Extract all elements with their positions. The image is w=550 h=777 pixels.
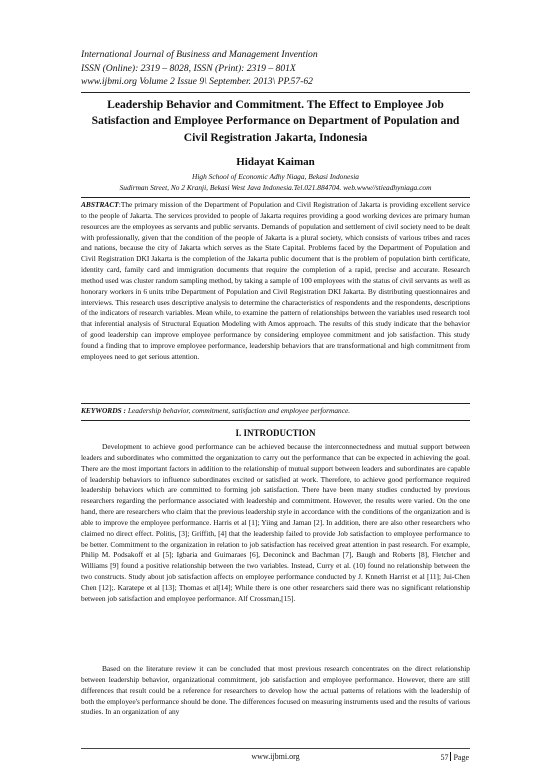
intro-paragraph-2: Based on the literature review it can be concluded that most previous research concentrates on the direct relationship between leadership behavior, organizational commitment, job satisfaction and employee performance. However, there are still differences that result could be a reference for researchers to develop how the actual patterns of relations with the leadership of both the employee's performance should be done. The differences focused on measuring instruments used and the results of various studies. In an organization of any	[81, 664, 470, 717]
keywords-text: Leadership behavior, commitment, satisfaction and employee performance.	[125, 406, 351, 415]
abstract-text: :The primary mission of the Department of Population and Civil Registration of Jakarta is providing excellent service to the people of Jakarta. The services provided to people of Jakarta requires providing a good working devices are primary human resources are the employees as servants and public servants. Demands of population and settlement of civil society need to be dealt with professionally, given that the condition of the people of Jakarta is a plural society, which consists of various tribes and races and nations, because the city of Jakarta which serves as the State Capital. Problems faced by the Department of Population and Civil Registration DKI Jakarta is the completion of the Jakarta public document that is the problem of population birth certificate, identity card, family card and immigration documents that require the completion of a rapid, precise and accurate. Research method used was cluster random sampling method, by taking a sample of 100 employees with the status of civil servants as well as honorary workers in 6 units tribe Department of Population and Civil Registration DKI Jakarta. By distributing questionnaires and interviews. This research uses descriptive analysis to determine the characteristics of respondents and the respondents, descriptions of the indicators of research variables. Mean while, to examine the pattern of relationships between the variables used research tool that inferential analysis of Structural Equation Modeling with Amos approach. The results of this study indicate that the behavior of good leadership can improve employee performance by considering employee commitment and job satisfaction. This study found a finding that to improve employee performance, leadership behaviors that are transformational and high commitment from employees need to get serious attention.	[81, 200, 470, 361]
journal-name: International Journal of Business and Management Invention	[81, 49, 318, 60]
journal-volume: www.ijbmi.org Volume 2 Issue 9\ September. 2013\ PP.57-62	[81, 76, 313, 88]
journal-issn: ISSN (Online): 2319 – 8028, ISSN (Print): 2319 – 801X	[81, 62, 296, 74]
keywords	[81, 406, 470, 415]
author-name: Hidayat Kaiman	[236, 156, 315, 168]
section-heading: I. INTRODUCTION	[235, 428, 316, 438]
intro-paragraph-1: Development to achieve good performance can be achieved because the interconnectedness and mutual support between leaders and subordinates who committed the organization to carry out the performance that can be expected in achieving the goal. There are the most important factors in addition to the relationship of mutual support between leaders and subordinates are capable of leadership behaviors to influence subordinates excited or satisfied at work. Therefore, to achieve good performance required leadership behaviors which are committed to forming job satisfaction. There have been many studies conducted by previous researchers regarding the performance associated with leadership and commitment. However, the results were varied. On the one hand, there are researchers who claim that the previous leadership style in accordance with the conditions of the organization and is able to improve the employee performance. Harris et al [1]; Yiing and Jaman [2]. In addition, there are also other researchers who claimed no direct effect. Politis, [3]; Griffith, [4] that the leadership failed to provide Job satisfaction to employee performance to be better. Commitment to the organization in relation to job satisfaction has received great attention in past research. For example, Philip M. Podsakoff et al [5]; Igbaria and Guimaraes [6], Deconinck and Bachman [7], Baugh and Roberts [8], Fletcher and Williams [9] found a positive relationship between the two variables. Instead, Curry et al. (10) found no relationship between the two constructs. Study about job satisfaction affects on employee performance conducted by J. Knneth Harrist et al [11]; Jui-Chen Chen [12];. Karatepe et al [13]; Thomas et al[14]; While there is one other researchers said there was no significant relationship between job satisfaction and employee performance. Alf Crossman,[15].	[81, 442, 470, 603]
header-divider	[81, 92, 470, 93]
page-number: 57	[440, 753, 449, 762]
paper-title: Leadership Behavior and Commitment. The Effect to Employee Job Satisfaction and Employee Performance on Department of Population and Civil Registration Jakarta, Indonesia	[91, 98, 460, 144]
abstract-top-divider	[81, 197, 470, 198]
keywords-bottom-divider	[81, 420, 470, 421]
abstract	[81, 200, 470, 363]
journal-header	[81, 48, 471, 89]
footer-page	[440, 752, 469, 762]
page-separator	[450, 752, 451, 761]
author-address: Sudirman Street, No 2 Kranji, Bekasi West Java Indonesia.Tel.021.884704. web.www//stieadhyniaga.com	[119, 183, 432, 192]
keywords-divider	[81, 403, 470, 404]
footer-url: www.ijbmi.org	[251, 752, 300, 761]
keywords-label: KEYWORDS :	[81, 406, 126, 415]
author-affiliation: High School of Economic Adhy Niaga, Bekasi Indonesia	[192, 172, 359, 181]
abstract-label: ABSTRACT	[81, 200, 119, 209]
page-label: Page	[453, 753, 469, 762]
footer-divider	[81, 748, 470, 749]
